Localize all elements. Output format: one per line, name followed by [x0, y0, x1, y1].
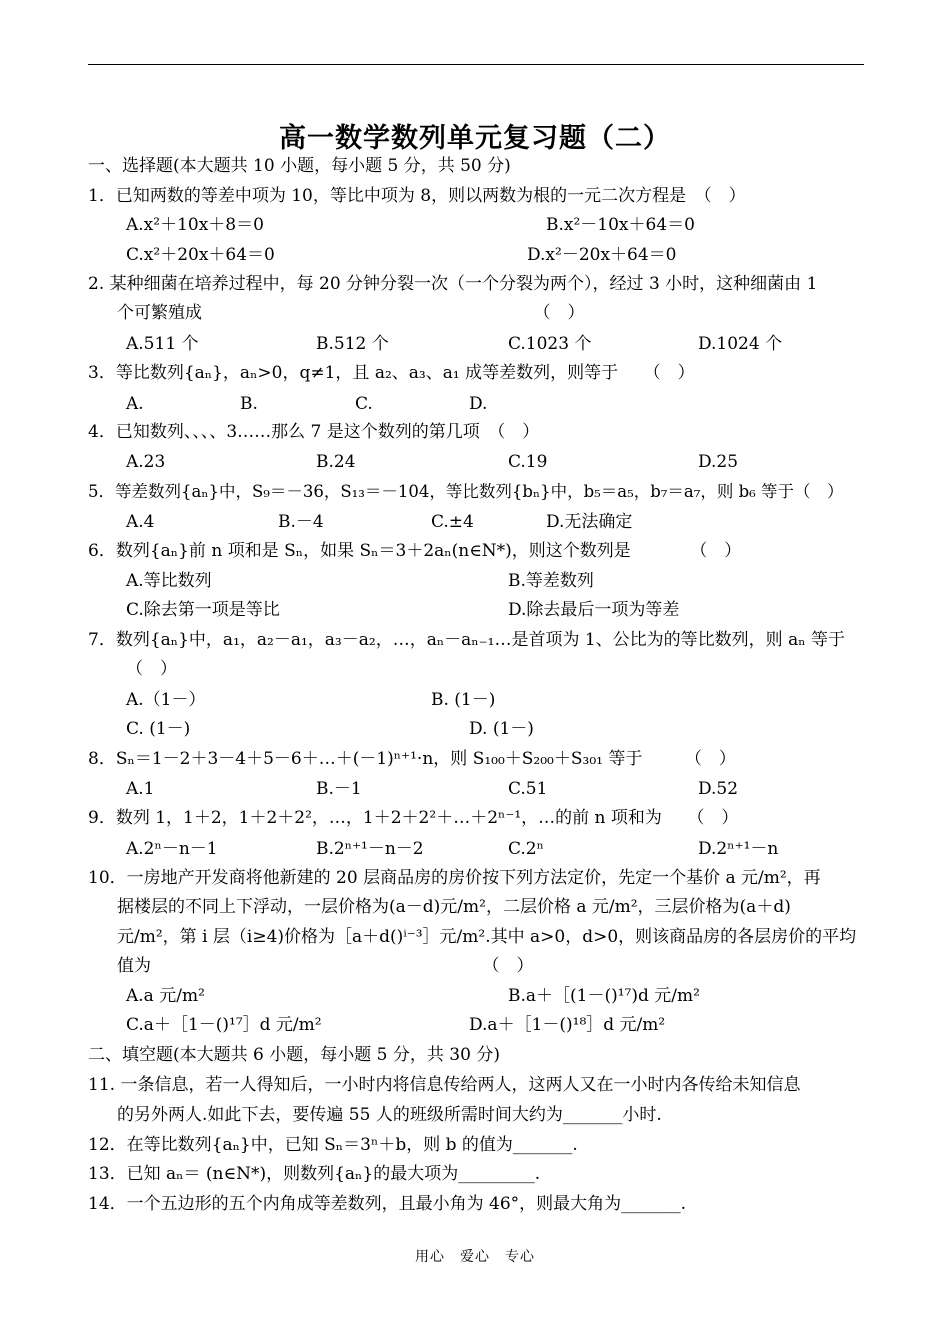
text-line: 1．已知两数的等差中项为 10，等比中项为 8，则以两数为根的一元二次方程是 （ ）	[88, 186, 746, 206]
text-line: A.	[126, 394, 144, 414]
page-title: 高一数学数列单元复习题（二）	[279, 123, 671, 154]
text-line: A.1	[126, 779, 155, 799]
text-line: C.19	[508, 452, 548, 472]
text-line: C.除去第一项是等比	[126, 600, 280, 620]
header-rule	[88, 64, 864, 65]
text-line: 2. 某种细菌在培养过程中，每 20 分钟分裂一次（一个分裂为两个），经过 3 小时，这种细菌由 1	[88, 274, 818, 294]
text-line: 6．数列{aₙ}前 n 项和是 Sₙ，如果 Sₙ＝3＋2aₙ(n∈N*)，则这个数列是 （ ）	[88, 541, 742, 561]
text-line: A.23	[126, 452, 166, 472]
text-line: C. (1－)	[126, 719, 191, 739]
text-line: B.a＋［(1－()¹⁷)d 元/m²	[508, 986, 700, 1006]
text-line: 8．Sₙ＝1－2＋3－4＋5－6＋…＋(－1)ⁿ⁺¹·n，则 S₁₀₀＋S₂₀₀＋S₃₀₁ 等于 （ ）	[88, 749, 736, 769]
text-line: D.x²－20x＋64＝0	[527, 245, 677, 265]
text-line: A.511 个	[126, 334, 199, 354]
text-line: C.51	[508, 779, 548, 799]
text-line: B.2ⁿ⁺¹－n－2	[316, 839, 424, 859]
text-line: B.等差数列	[508, 571, 594, 591]
text-line: B.－1	[316, 779, 362, 799]
text-line: B.x²－10x＋64＝0	[546, 215, 695, 235]
text-line: 3．等比数列{aₙ}，aₙ>0，q≠1，且 a₂、a₃、a₁ 成等差数列，则等于 （ ）	[88, 363, 695, 383]
text-line: D.52	[698, 779, 739, 799]
text-line: D.	[469, 394, 488, 414]
text-line: 10．一房地产开发商将他新建的 20 层商品房的房价按下列方法定价，先定一个基价 a 元/m²，再	[88, 868, 821, 888]
text-line: 12．在等比数列{aₙ}中，已知 Sₙ＝3ⁿ＋b，则 b 的值为_______.	[88, 1135, 578, 1155]
text-line: A.2ⁿ－n－1	[126, 839, 218, 859]
text-line: D.25	[698, 452, 739, 472]
text-line: （ ）	[126, 659, 177, 679]
text-line: C.1023 个	[508, 334, 592, 354]
text-line: C.2ⁿ	[508, 839, 544, 859]
text-line: 5．等差数列{aₙ}中，S₉＝－36，S₁₃＝－104，等比数列{bₙ}中，b₅＝a₅，b₇＝a₇，则 b₆ 等于（ ）	[88, 482, 844, 501]
text-line: 7．数列{aₙ}中，a₁，a₂－a₁，a₃－a₂，…，aₙ－aₙ₋₁…是首项为 1、公比为的等比数列，则 aₙ 等于	[88, 630, 845, 650]
text-line: 据楼层的不同上下浮动，一层价格为(a－d)元/m²，二层价格 a 元/m²，三层价格为(a＋d)	[117, 897, 791, 917]
text-line: 值为 （ ）	[117, 956, 534, 976]
text-line: D.1024 个	[698, 334, 783, 354]
text-line: 二、填空题(本大题共 6 小题，每小题 5 分，共 30 分)	[88, 1045, 500, 1065]
text-line: D.无法确定	[546, 512, 633, 532]
text-line: 13．已知 aₙ＝ (n∈N*)，则数列{aₙ}的最大项为_________.	[88, 1164, 541, 1184]
text-line: D.除去最后一项为等差	[508, 600, 680, 620]
text-line: D. (1－)	[469, 719, 534, 739]
text-line: 的另外两人.如此下去，要传遍 55 人的班级所需时间大约为_______小时.	[117, 1105, 662, 1125]
text-line: D.a＋［1－()¹⁸］d 元/m²	[469, 1015, 666, 1035]
text-line: 一、选择题(本大题共 10 小题，每小题 5 分，共 50 分)	[88, 156, 511, 176]
text-line: B.24	[316, 452, 356, 472]
page-footer: 用心 爱心 专心	[415, 1249, 535, 1265]
text-line: B.512 个	[316, 334, 389, 354]
text-line: 元/m²，第 i 层（i≥4)价格为［a＋d()ⁱ⁻³］元/m².其中 a>0，d>0，则该商品房的各层房价的平均	[117, 927, 857, 947]
text-line: D.2ⁿ⁺¹－n	[698, 839, 779, 859]
text-line: C.±4	[431, 512, 474, 532]
text-line: C.x²＋20x＋64＝0	[126, 245, 275, 265]
text-line: C.a＋［1－()¹⁷］d 元/m²	[126, 1015, 322, 1035]
text-line: B.－4	[278, 512, 324, 532]
text-line: B.	[240, 394, 258, 414]
text-line: A.4	[126, 512, 155, 532]
text-line: B. (1－)	[431, 690, 496, 710]
text-line: A.等比数列	[126, 571, 212, 591]
text-line: 14．一个五边形的五个内角成等差数列，且最小角为 46°，则最大角为_______.	[88, 1194, 687, 1214]
text-line: 11. 一条信息，若一人得知后，一小时内将信息传给两人，这两人又在一小时内各传给未知信息	[88, 1075, 801, 1095]
text-line: A.a 元/m²	[126, 986, 205, 1006]
text-line: C.	[355, 394, 373, 414]
text-line: 9．数列 1，1＋2，1＋2＋2²，…，1＋2＋2²＋…＋2ⁿ⁻¹，…的前 n 项和为 （ ）	[88, 808, 739, 828]
text-line: 个可繁殖成 （ ）	[117, 303, 585, 323]
text-line: A.（1－）	[126, 690, 206, 710]
text-line: 4．已知数列、、、、3……那么 7 是这个数列的第几项 （ ）	[88, 422, 540, 442]
text-line: A.x²＋10x＋8＝0	[126, 215, 264, 235]
